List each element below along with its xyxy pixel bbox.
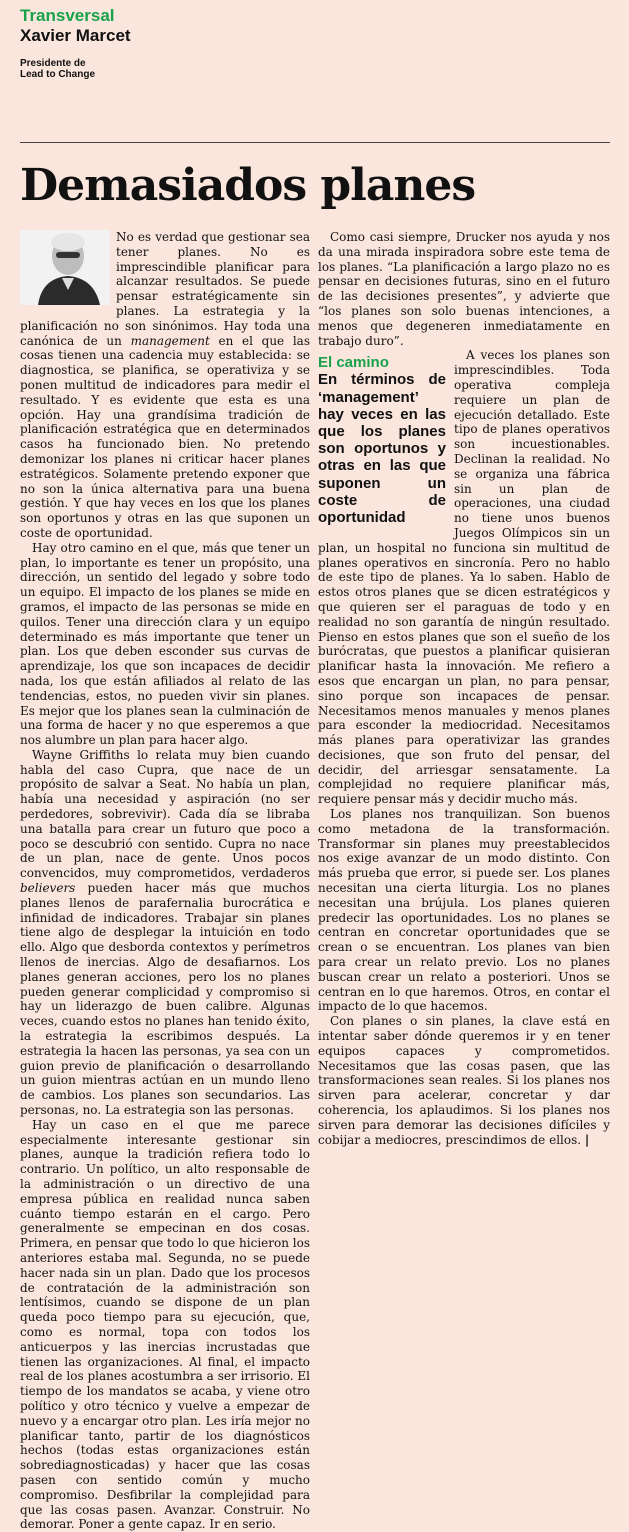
- paragraph-3: [20, 748, 310, 1118]
- paragraph-5: Como casi siempre, Drucker nos ayuda y nos da una mirada inspiradora sobre este tema de los planes. “La planificación a largo plazo no es pensar en decisiones futuras, sino en el futuro de las decisiones presentes”, y advierte que “los planes son solo buenas intenciones, a menos que degeneren inmediatamente en trabajo duro”.: [318, 230, 610, 348]
- paragraph-3-text-a: Wayne Griffiths lo relata muy bien cuando habla del caso Cupra, que nace de un propósito de salvar a Seat. No había un plan, había una necesidad y aspiración (no ser perdedores, sobrevivir). Cada día se libraba una batalla para crear un futuro que poco a poco se descubrió con sentido. Cupra no nace de un plan, nace de gente. Unos pocos convencidos, muy comprometidos, verdaderos: [20, 747, 310, 881]
- paragraph-7: Los planes nos tranquilizan. Son buenos como metadona de la transformación. Transformar sin planes muy preestablecidos nos exige avanzar de un modo distinto. Con más prueba que error, si puede ser. Los planes necesitan una cierta liturgia. Los no planes necesitan una brújula. Los planes quieren predecir las oportunidades. Los no planes se centran en concretar oportunidades que se crean o se encuentran. Los planes van bien para crear un relato previo. Los no planes buscan crear un relato a posteriori. Unos se centran en lo que haremos. Otros, en contar el impacto de lo que hacemos.: [318, 807, 610, 1014]
- author-role-line1: Presidente de: [20, 58, 86, 69]
- author-name: Xavier Marcet: [20, 26, 131, 45]
- author-role-line2: Lead to Change: [20, 69, 96, 80]
- end-mark: |: [584, 1132, 590, 1147]
- paragraph-8-text: Con planes o sin planes, la clave está en intentar saber dónde queremos ir y en tener equipos capaces y comprometidos. Necesitamos que las cosas pasen, que las transformaciones sean reales. Si los planes nos sirven para acelerar, concretar y dar coherencia, los aplaudimos. Si los planes nos sirven para demorar las decisiones difíciles y cobijar a mediocres, prescindimos de ellos.: [318, 1014, 610, 1147]
- paragraph-4: Hay un caso en el que me parece especialmente interesante gestionar sin planes, aunque la tradición refiera todo lo contrario. Un político, un alto responsable de la administración o un directivo de una empresa pública en realidad nunca saben cuánto tiempo estarán en el cargo. Pero generalmente se empecinan en dos cosas. Primera, en pensar que todo lo que hicieron los anteriores estaba mal. Segunda, no se puede hacer nada sin un plan. Dado que los procesos de contratación de la administración son lentísimos, cuando se dispone de un plan queda poco tiempo para su ejecución, que, como es normal, topa con todos los anticuerpos y las inercias incrustadas que tienen las organizaciones. Al final, el impacto real de los planes acostumbra a ser irrisorio. El tiempo de los mandatos se acaba, y viene otro político y otro técnico y vuelve a empezar de nuevo y a encargar otro plan. Les iría mejor no planificar tanto, partir de los diagnósticos hechos (todas estas organizaciones están sobrediagnosticadas) y hacer que las cosas pasen con sentido común y mucho compromiso. Desfibrilar la complejidad para que las cosas pasen. Avanzar. Construir. No demorar. Poner a gente capaz. Ir en serio.: [20, 1117, 310, 1532]
- pull-quote: [318, 354, 446, 526]
- article-header: [20, 6, 320, 80]
- article-body: [20, 230, 610, 1532]
- author-photo: [20, 230, 110, 305]
- paragraph-1-text-a: No es verdad que gestionar sea tener planes. No es imprescindible planificar para alcanzar resultados. Se puede pensar estratégicamente sin planes. La estrategia y la planificación no son sinónimos. Hay toda una canónica de un: [20, 230, 310, 348]
- paragraph-3-text-b: pueden hacer más que muchos planes llenos de parafernalia burocrática e infinidad de indicadores. Trabajar sin planes tiene algo de desplegar la intuición en todo ello. Algo que desborda contextos y perímetros llenos de inercias. Algo de desafiarnos. Los planes generan acciones, pero los no planes pueden generar complicidad y compromiso si hay un liderazgo de buen calibre. Algunas veces, cuando estos no planes han tenido éxito, la estrategia la escribimos después. La estrategia la hacen las personas, ya sea con un guion previo de planificación o desarrollando un guion mientras actúan en un mundo lleno de cambios. Los planes son secundarios. Las personas, no. La estrategia son las personas.: [20, 881, 310, 1118]
- paragraph-2: Hay otro camino en el que, más que tener un plan, lo importante es tener un propósito, una dirección, un sentido del legado y sobre todo un equipo. El impacto de los planes se mide en gramos, el impacto de las personas se mide en quilos. Tener una dirección clara y un equipo determinado es más importante que tener un plan. Los que deben esconder sus curvas de aprendizaje, los que son incapaces de decidir nada, los que están afiliados al relato de las tendencias, estos, no pueden vivir sin planes. Es mejor que los planes sean la culminación de una forma de hacer y no que esperemos a que nos alumbre un plan para hacer algo.: [20, 540, 310, 748]
- paragraph-3-emphasis: believers: [20, 881, 76, 896]
- column-2: [318, 230, 610, 1147]
- author-portrait-icon: [20, 230, 110, 305]
- pull-quote-kicker: El camino: [318, 354, 389, 372]
- paragraph-1-text-b: en el que las cosas tienen una cadencia muy establecida: se diagnostica, se planifica, se operativiza y se ponen multitud de indicadores para medir el resultado. Y es evidente que esta es una opción. Hay una grandísima tradición de planificación estratégica que en determinados casos ha funcionado bien. No pretendo demonizar los planes ni criticar hacer planes estratégicos. Solamente pretendo exponer que no son la única alternativa para una buena gestión. Y que hay veces en los que los planes son oportunos y otras en las que suponen un coste de oportunidad.: [20, 333, 310, 540]
- top-divider: [20, 142, 610, 143]
- section-rubric: Transversal: [20, 6, 115, 25]
- author-role: [20, 58, 320, 80]
- pull-quote-text: En términos de ‘management’ hay veces en las que los planes son oportunos y otras en las que suponen un coste de oportunidad: [318, 371, 446, 526]
- paragraph-8: [318, 1014, 610, 1147]
- paragraph-6: A veces los planes son imprescindibles. Toda operativa compleja requiere un plan de ejecución detallado. Este tipo de planes operativos son incuestionables. Declinan la realidad. No se organiza una fábrica sin un plan de operaciones, una ciudad no tiene unos buenos Juegos Olímpicos sin un plan, un hospital no funciona sin multitud de planes operativos en sincronía. Pero no hablo de este tipo de planes. Ya lo saben. Hablo de estos otros planes que se dicen estratégicos y que quieren ser el paraguas de todo y en realidad no son garantía de ningún resultado. Pienso en estos planes que son el sueño de los burócratas, que puestos a planificar quisieran planificar hasta la innovación. Me refiero a esos que encargan un plan, no para pensar, sino porque son incapaces de pensar. Necesitamos menos manuales y menos planes para esconder la mediocridad. Necesitamos más planes para operativizar las grandes decisiones, que son fruto del pensar, del decidir, del arriesgar sensatamente. La complejidad no requiere planificar más, requiere pensar más y decidir mucho más.: [318, 348, 610, 807]
- paragraph-1-emphasis: management: [130, 333, 210, 348]
- column-1: [20, 230, 310, 1532]
- headline: Demasiados planes: [20, 160, 476, 211]
